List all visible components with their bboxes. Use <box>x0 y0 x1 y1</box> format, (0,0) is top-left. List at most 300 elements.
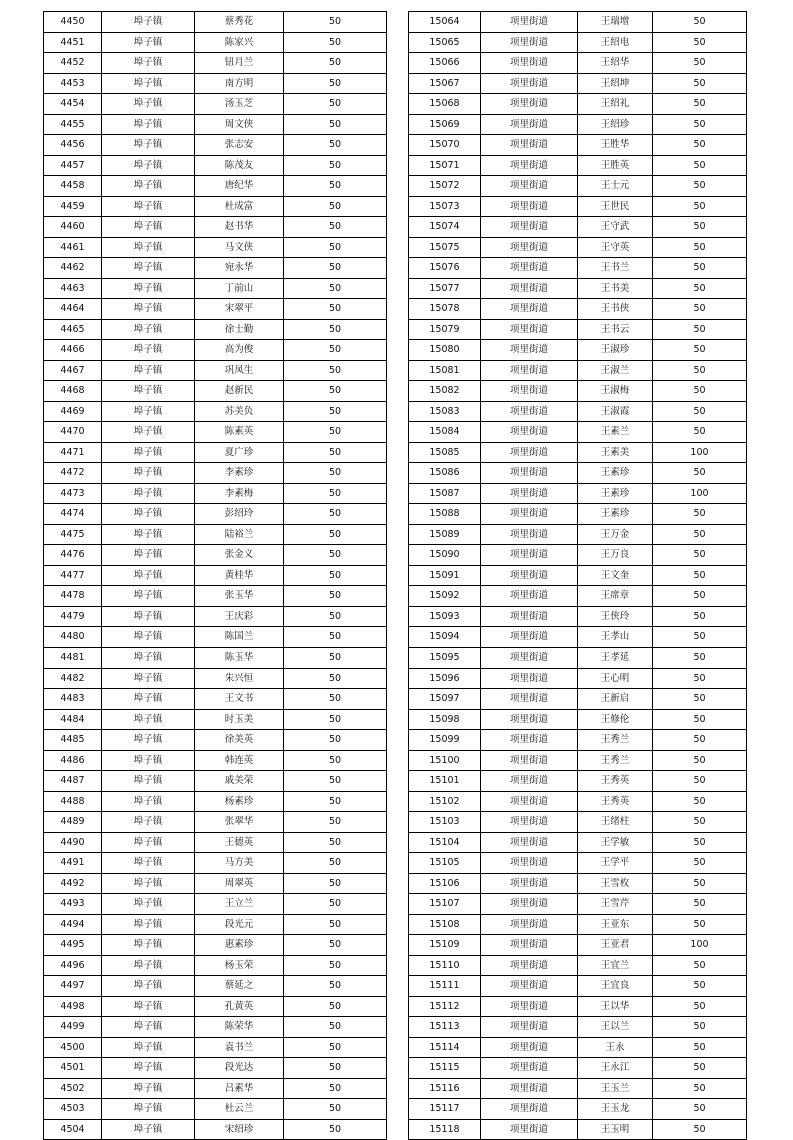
amount-cell: 50 <box>284 196 387 217</box>
town-cell: 项里街道 <box>481 217 578 238</box>
amount-cell: 50 <box>653 627 747 648</box>
table-row <box>409 1037 747 1058</box>
table-row <box>409 1119 747 1140</box>
town-cell: 项里街道 <box>481 196 578 217</box>
table-row <box>44 524 387 545</box>
town-cell: 项里街道 <box>481 73 578 94</box>
amount-cell: 50 <box>653 258 747 279</box>
row-number-cell: 4500 <box>44 1037 102 1058</box>
row-number-cell: 15067 <box>409 73 481 94</box>
amount-cell: 50 <box>284 299 387 320</box>
table-row <box>44 1058 387 1079</box>
table-row <box>409 217 747 238</box>
row-number-cell: 4481 <box>44 647 102 668</box>
town-cell: 项里街道 <box>481 545 578 566</box>
person-name-cell: 王书美 <box>578 278 653 299</box>
table-row <box>44 565 387 586</box>
row-number-cell: 15110 <box>409 955 481 976</box>
amount-cell: 50 <box>653 894 747 915</box>
town-cell: 项里街道 <box>481 1078 578 1099</box>
row-number-cell: 15065 <box>409 32 481 53</box>
amount-cell: 50 <box>284 771 387 792</box>
row-number-cell: 4455 <box>44 114 102 135</box>
town-cell: 埠子镇 <box>102 606 195 627</box>
table-row <box>409 278 747 299</box>
town-cell: 埠子镇 <box>102 32 195 53</box>
person-name-cell: 王淑梅 <box>578 381 653 402</box>
amount-cell: 50 <box>284 689 387 710</box>
row-number-cell: 15106 <box>409 873 481 894</box>
row-number-cell: 4486 <box>44 750 102 771</box>
row-number-cell: 4463 <box>44 278 102 299</box>
table-row <box>44 381 387 402</box>
row-number-cell: 4458 <box>44 176 102 197</box>
row-number-cell: 15087 <box>409 483 481 504</box>
amount-cell: 50 <box>284 135 387 156</box>
person-name-cell: 王侠玲 <box>578 606 653 627</box>
person-name-cell: 王素珍 <box>578 463 653 484</box>
person-name-cell: 王以兰 <box>578 1017 653 1038</box>
row-number-cell: 4459 <box>44 196 102 217</box>
table-row <box>409 32 747 53</box>
person-name-cell: 王心明 <box>578 668 653 689</box>
row-number-cell: 4480 <box>44 627 102 648</box>
town-cell: 项里街道 <box>481 730 578 751</box>
amount-cell: 50 <box>653 360 747 381</box>
town-cell: 埠子镇 <box>102 565 195 586</box>
town-cell: 埠子镇 <box>102 483 195 504</box>
row-number-cell: 15114 <box>409 1037 481 1058</box>
town-cell: 埠子镇 <box>102 114 195 135</box>
row-number-cell: 15085 <box>409 442 481 463</box>
table-row <box>44 94 387 115</box>
row-number-cell: 4454 <box>44 94 102 115</box>
table-row <box>409 832 747 853</box>
amount-cell: 50 <box>653 176 747 197</box>
town-cell: 项里街道 <box>481 668 578 689</box>
row-number-cell: 4483 <box>44 689 102 710</box>
table-row <box>409 114 747 135</box>
person-name-cell: 王绍华 <box>578 53 653 74</box>
person-name-cell: 夏广珍 <box>195 442 284 463</box>
person-name-cell: 王宜良 <box>578 976 653 997</box>
row-number-cell: 4489 <box>44 812 102 833</box>
amount-cell: 50 <box>284 647 387 668</box>
amount-cell: 50 <box>653 463 747 484</box>
person-name-cell: 杨玉荣 <box>195 955 284 976</box>
amount-cell: 50 <box>653 812 747 833</box>
table-row <box>44 627 387 648</box>
row-number-cell: 4472 <box>44 463 102 484</box>
row-number-cell: 15080 <box>409 340 481 361</box>
table-row <box>44 258 387 279</box>
amount-cell: 50 <box>284 1058 387 1079</box>
amount-cell: 50 <box>284 524 387 545</box>
person-name-cell: 南方明 <box>195 73 284 94</box>
town-cell: 埠子镇 <box>102 1017 195 1038</box>
town-cell: 项里街道 <box>481 319 578 340</box>
table-row <box>409 135 747 156</box>
table-row <box>44 709 387 730</box>
row-number-cell: 15082 <box>409 381 481 402</box>
person-name-cell: 李素珍 <box>195 463 284 484</box>
amount-cell: 50 <box>653 319 747 340</box>
person-name-cell: 王学敏 <box>578 832 653 853</box>
town-cell: 埠子镇 <box>102 812 195 833</box>
town-cell: 项里街道 <box>481 935 578 956</box>
person-name-cell: 袁书兰 <box>195 1037 284 1058</box>
person-name-cell: 彭绍玲 <box>195 504 284 525</box>
town-cell: 埠子镇 <box>102 258 195 279</box>
row-number-cell: 15100 <box>409 750 481 771</box>
table-row <box>409 12 747 33</box>
amount-cell: 50 <box>284 996 387 1017</box>
row-number-cell: 4497 <box>44 976 102 997</box>
left-roster-body <box>44 12 387 1140</box>
town-cell: 埠子镇 <box>102 278 195 299</box>
table-row <box>44 1099 387 1120</box>
row-number-cell: 4485 <box>44 730 102 751</box>
town-cell: 埠子镇 <box>102 422 195 443</box>
amount-cell: 50 <box>653 53 747 74</box>
row-number-cell: 15076 <box>409 258 481 279</box>
town-cell: 埠子镇 <box>102 709 195 730</box>
town-cell: 项里街道 <box>481 709 578 730</box>
table-row <box>44 237 387 258</box>
person-name-cell: 王玉兰 <box>578 1078 653 1099</box>
amount-cell: 100 <box>653 442 747 463</box>
person-name-cell: 苏美负 <box>195 401 284 422</box>
person-name-cell: 汤玉芝 <box>195 94 284 115</box>
town-cell: 埠子镇 <box>102 135 195 156</box>
table-row <box>409 976 747 997</box>
person-name-cell: 张翠华 <box>195 812 284 833</box>
row-number-cell: 15079 <box>409 319 481 340</box>
person-name-cell: 黄桂华 <box>195 565 284 586</box>
table-row <box>409 791 747 812</box>
town-cell: 项里街道 <box>481 689 578 710</box>
row-number-cell: 15093 <box>409 606 481 627</box>
town-cell: 项里街道 <box>481 176 578 197</box>
person-name-cell: 王玉龙 <box>578 1099 653 1120</box>
row-number-cell: 4453 <box>44 73 102 94</box>
person-name-cell: 陈家兴 <box>195 32 284 53</box>
row-number-cell: 4487 <box>44 771 102 792</box>
row-number-cell: 4478 <box>44 586 102 607</box>
amount-cell: 50 <box>284 114 387 135</box>
amount-cell: 50 <box>284 504 387 525</box>
person-name-cell: 王淑珍 <box>578 340 653 361</box>
person-name-cell: 吕素华 <box>195 1078 284 1099</box>
table-row <box>44 647 387 668</box>
amount-cell: 50 <box>284 545 387 566</box>
amount-cell: 50 <box>653 422 747 443</box>
amount-cell: 50 <box>284 155 387 176</box>
person-name-cell: 王以华 <box>578 996 653 1017</box>
amount-cell: 50 <box>284 853 387 874</box>
amount-cell: 50 <box>653 217 747 238</box>
amount-cell: 50 <box>284 237 387 258</box>
table-row <box>44 730 387 751</box>
person-name-cell: 段光达 <box>195 1058 284 1079</box>
table-row <box>409 340 747 361</box>
town-cell: 埠子镇 <box>102 955 195 976</box>
person-name-cell: 王万金 <box>578 524 653 545</box>
table-row <box>409 1099 747 1120</box>
person-name-cell: 赵书华 <box>195 217 284 238</box>
row-number-cell: 15090 <box>409 545 481 566</box>
person-name-cell: 王文书 <box>195 689 284 710</box>
person-name-cell: 王席章 <box>578 586 653 607</box>
table-row <box>44 914 387 935</box>
table-row <box>409 709 747 730</box>
amount-cell: 50 <box>284 586 387 607</box>
table-row <box>409 935 747 956</box>
person-name-cell: 王胜英 <box>578 155 653 176</box>
amount-cell: 50 <box>653 750 747 771</box>
row-number-cell: 15096 <box>409 668 481 689</box>
amount-cell: 50 <box>284 709 387 730</box>
table-row <box>44 53 387 74</box>
table-row <box>44 996 387 1017</box>
left-roster-table <box>43 11 387 1140</box>
table-row <box>409 381 747 402</box>
table-row <box>44 771 387 792</box>
person-name-cell: 王雪枚 <box>578 873 653 894</box>
town-cell: 埠子镇 <box>102 442 195 463</box>
table-row <box>44 750 387 771</box>
row-number-cell: 4479 <box>44 606 102 627</box>
amount-cell: 50 <box>653 73 747 94</box>
row-number-cell: 4473 <box>44 483 102 504</box>
town-cell: 埠子镇 <box>102 976 195 997</box>
town-cell: 项里街道 <box>481 483 578 504</box>
town-cell: 项里街道 <box>481 606 578 627</box>
amount-cell: 50 <box>653 791 747 812</box>
amount-cell: 50 <box>653 524 747 545</box>
table-row <box>44 483 387 504</box>
person-name-cell: 杜云兰 <box>195 1099 284 1120</box>
row-number-cell: 4462 <box>44 258 102 279</box>
person-name-cell: 宋绍珍 <box>195 1119 284 1140</box>
town-cell: 项里街道 <box>481 914 578 935</box>
person-name-cell: 王修伦 <box>578 709 653 730</box>
town-cell: 项里街道 <box>481 996 578 1017</box>
amount-cell: 50 <box>284 914 387 935</box>
amount-cell: 50 <box>653 832 747 853</box>
table-row <box>44 689 387 710</box>
person-name-cell: 王士元 <box>578 176 653 197</box>
row-number-cell: 15071 <box>409 155 481 176</box>
table-row <box>44 278 387 299</box>
town-cell: 项里街道 <box>481 955 578 976</box>
amount-cell: 50 <box>284 217 387 238</box>
amount-cell: 50 <box>653 196 747 217</box>
town-cell: 埠子镇 <box>102 730 195 751</box>
town-cell: 项里街道 <box>481 278 578 299</box>
amount-cell: 50 <box>284 730 387 751</box>
amount-cell: 50 <box>653 94 747 115</box>
row-number-cell: 4491 <box>44 853 102 874</box>
row-number-cell: 4467 <box>44 360 102 381</box>
table-row <box>409 668 747 689</box>
town-cell: 埠子镇 <box>102 853 195 874</box>
amount-cell: 50 <box>653 1099 747 1120</box>
table-row <box>44 955 387 976</box>
amount-cell: 50 <box>653 976 747 997</box>
amount-cell: 50 <box>284 812 387 833</box>
town-cell: 埠子镇 <box>102 155 195 176</box>
amount-cell: 50 <box>653 401 747 422</box>
row-number-cell: 4469 <box>44 401 102 422</box>
town-cell: 埠子镇 <box>102 832 195 853</box>
person-name-cell: 陈荣华 <box>195 1017 284 1038</box>
town-cell: 项里街道 <box>481 1058 578 1079</box>
person-name-cell: 王书侠 <box>578 299 653 320</box>
row-number-cell: 15091 <box>409 565 481 586</box>
town-cell: 项里街道 <box>481 381 578 402</box>
person-name-cell: 王万良 <box>578 545 653 566</box>
town-cell: 项里街道 <box>481 155 578 176</box>
table-row <box>409 771 747 792</box>
amount-cell: 50 <box>653 545 747 566</box>
table-row <box>409 586 747 607</box>
row-number-cell: 4488 <box>44 791 102 812</box>
amount-cell: 50 <box>653 914 747 935</box>
town-cell: 项里街道 <box>481 94 578 115</box>
town-cell: 项里街道 <box>481 565 578 586</box>
row-number-cell: 15104 <box>409 832 481 853</box>
table-row <box>409 565 747 586</box>
person-name-cell: 丁前山 <box>195 278 284 299</box>
town-cell: 埠子镇 <box>102 360 195 381</box>
amount-cell: 50 <box>284 442 387 463</box>
row-number-cell: 4482 <box>44 668 102 689</box>
table-row <box>409 196 747 217</box>
row-number-cell: 15118 <box>409 1119 481 1140</box>
person-name-cell: 王书兰 <box>578 258 653 279</box>
town-cell: 项里街道 <box>481 832 578 853</box>
town-cell: 项里街道 <box>481 463 578 484</box>
town-cell: 项里街道 <box>481 422 578 443</box>
table-row <box>409 1058 747 1079</box>
row-number-cell: 15108 <box>409 914 481 935</box>
table-row <box>44 196 387 217</box>
row-number-cell: 4495 <box>44 935 102 956</box>
amount-cell: 50 <box>284 873 387 894</box>
amount-cell: 50 <box>284 319 387 340</box>
person-name-cell: 李素梅 <box>195 483 284 504</box>
table-row <box>409 1078 747 1099</box>
table-row <box>409 955 747 976</box>
amount-cell: 50 <box>284 32 387 53</box>
town-cell: 埠子镇 <box>102 463 195 484</box>
table-row <box>409 504 747 525</box>
row-number-cell: 4464 <box>44 299 102 320</box>
person-name-cell: 王秀兰 <box>578 730 653 751</box>
row-number-cell: 15081 <box>409 360 481 381</box>
town-cell: 埠子镇 <box>102 586 195 607</box>
row-number-cell: 15089 <box>409 524 481 545</box>
person-name-cell: 蔡延之 <box>195 976 284 997</box>
town-cell: 项里街道 <box>481 504 578 525</box>
town-cell: 项里街道 <box>481 401 578 422</box>
row-number-cell: 15101 <box>409 771 481 792</box>
table-row <box>409 894 747 915</box>
table-row <box>409 53 747 74</box>
table-row <box>44 606 387 627</box>
town-cell: 埠子镇 <box>102 914 195 935</box>
row-number-cell: 4503 <box>44 1099 102 1120</box>
town-cell: 埠子镇 <box>102 1037 195 1058</box>
person-name-cell: 王秀兰 <box>578 750 653 771</box>
town-cell: 项里街道 <box>481 237 578 258</box>
person-name-cell: 王永江 <box>578 1058 653 1079</box>
person-name-cell: 蔡秀花 <box>195 12 284 33</box>
table-row <box>409 750 747 771</box>
row-number-cell: 15088 <box>409 504 481 525</box>
row-number-cell: 15092 <box>409 586 481 607</box>
person-name-cell: 唐纪华 <box>195 176 284 197</box>
amount-cell: 50 <box>653 135 747 156</box>
row-number-cell: 15064 <box>409 12 481 33</box>
amount-cell: 50 <box>653 1017 747 1038</box>
person-name-cell: 陈素英 <box>195 422 284 443</box>
town-cell: 埠子镇 <box>102 750 195 771</box>
town-cell: 埠子镇 <box>102 771 195 792</box>
amount-cell: 100 <box>653 935 747 956</box>
amount-cell: 50 <box>653 771 747 792</box>
table-row <box>409 647 747 668</box>
town-cell: 项里街道 <box>481 114 578 135</box>
table-row <box>44 114 387 135</box>
table-row <box>409 258 747 279</box>
person-name-cell: 王素兰 <box>578 422 653 443</box>
row-number-cell: 15107 <box>409 894 481 915</box>
row-number-cell: 4501 <box>44 1058 102 1079</box>
amount-cell: 50 <box>284 627 387 648</box>
table-row <box>44 976 387 997</box>
table-row <box>409 176 747 197</box>
amount-cell: 50 <box>284 832 387 853</box>
person-name-cell: 陆裕兰 <box>195 524 284 545</box>
person-name-cell: 王素珍 <box>578 483 653 504</box>
table-row <box>44 442 387 463</box>
person-name-cell: 王素美 <box>578 442 653 463</box>
row-number-cell: 15086 <box>409 463 481 484</box>
town-cell: 项里街道 <box>481 853 578 874</box>
table-row <box>44 1037 387 1058</box>
row-number-cell: 15066 <box>409 53 481 74</box>
row-number-cell: 4456 <box>44 135 102 156</box>
town-cell: 埠子镇 <box>102 791 195 812</box>
table-row <box>409 299 747 320</box>
table-row <box>44 155 387 176</box>
table-row <box>44 1078 387 1099</box>
person-name-cell: 段光元 <box>195 914 284 935</box>
town-cell: 埠子镇 <box>102 996 195 1017</box>
row-number-cell: 4494 <box>44 914 102 935</box>
amount-cell: 50 <box>284 53 387 74</box>
row-number-cell: 4471 <box>44 442 102 463</box>
town-cell: 埠子镇 <box>102 53 195 74</box>
town-cell: 埠子镇 <box>102 401 195 422</box>
row-number-cell: 4498 <box>44 996 102 1017</box>
row-number-cell: 4461 <box>44 237 102 258</box>
row-number-cell: 15095 <box>409 647 481 668</box>
town-cell: 埠子镇 <box>102 1119 195 1140</box>
table-row <box>409 73 747 94</box>
